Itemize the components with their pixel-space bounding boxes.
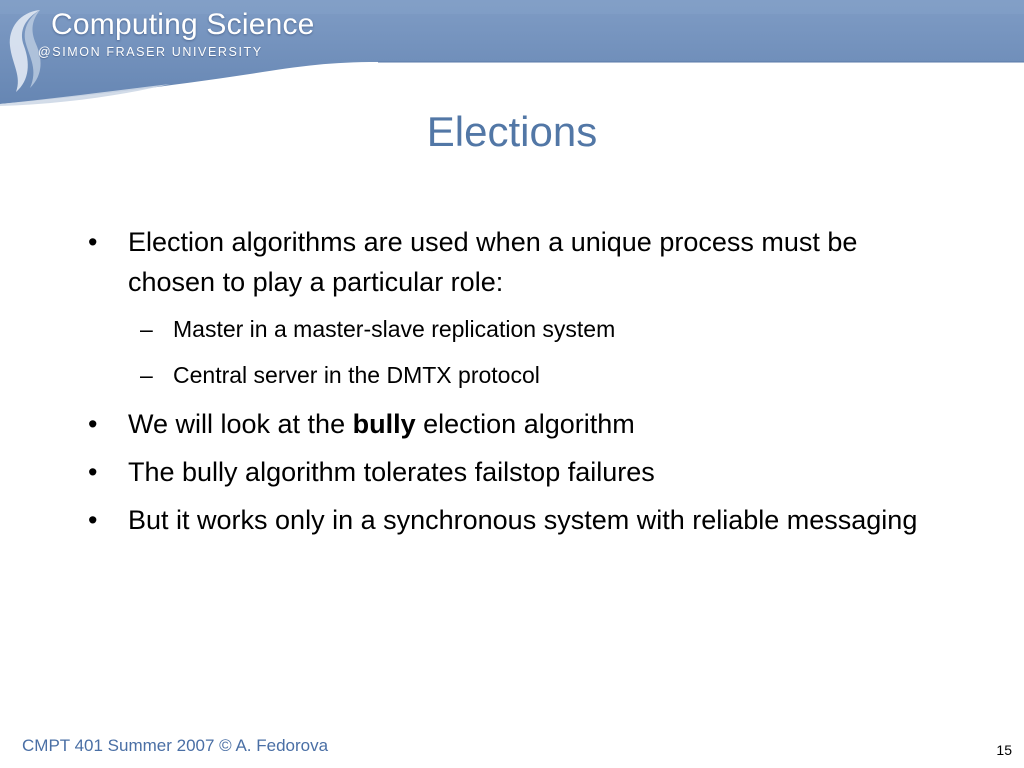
footer-course-info: CMPT 401 Summer 2007 © A. Fedorova [22, 736, 329, 755]
bullet-marker: • [88, 409, 98, 439]
slide-title: Elections [426, 108, 598, 155]
sub-bullet-text: Central server in the DMTX protocol [173, 362, 540, 388]
bullet-marker: • [88, 457, 98, 487]
bullet-text: The bully algorithm tolerates failstop failures [128, 457, 655, 487]
slide-content [88, 222, 948, 548]
bullet-text: But it works only in a synchronous system with reliable messaging [128, 505, 918, 535]
bullet-marker: • [88, 505, 98, 535]
dash-marker: – [140, 316, 153, 342]
dash-marker: – [140, 362, 153, 388]
bullet-failstop [88, 452, 948, 492]
sub-bullet-text: Master in a master-slave replication system [173, 316, 616, 342]
bullet-election-algorithms [88, 222, 948, 302]
bullet-bully-algorithm [88, 404, 948, 444]
brand-subtitle: @SIMON FRASER UNIVERSITY [38, 45, 263, 59]
sub-bullet-central-server [88, 358, 948, 392]
brand-title: Computing Science [51, 8, 315, 41]
bullet-text-pre: We will look at the [128, 409, 353, 439]
bullet-text: Election algorithms are used when a unique process must be chosen to play a particular role: [128, 227, 858, 297]
page-number: 15 [996, 742, 1012, 758]
bullet-marker: • [88, 227, 98, 257]
sub-bullet-master [88, 312, 948, 346]
sub-bullet-list [88, 312, 948, 392]
bullet-synchronous [88, 500, 948, 540]
bullet-text-bold: bully [352, 409, 416, 439]
header-banner [0, 0, 1024, 106]
bullet-text-post: election algorithm [415, 409, 635, 439]
